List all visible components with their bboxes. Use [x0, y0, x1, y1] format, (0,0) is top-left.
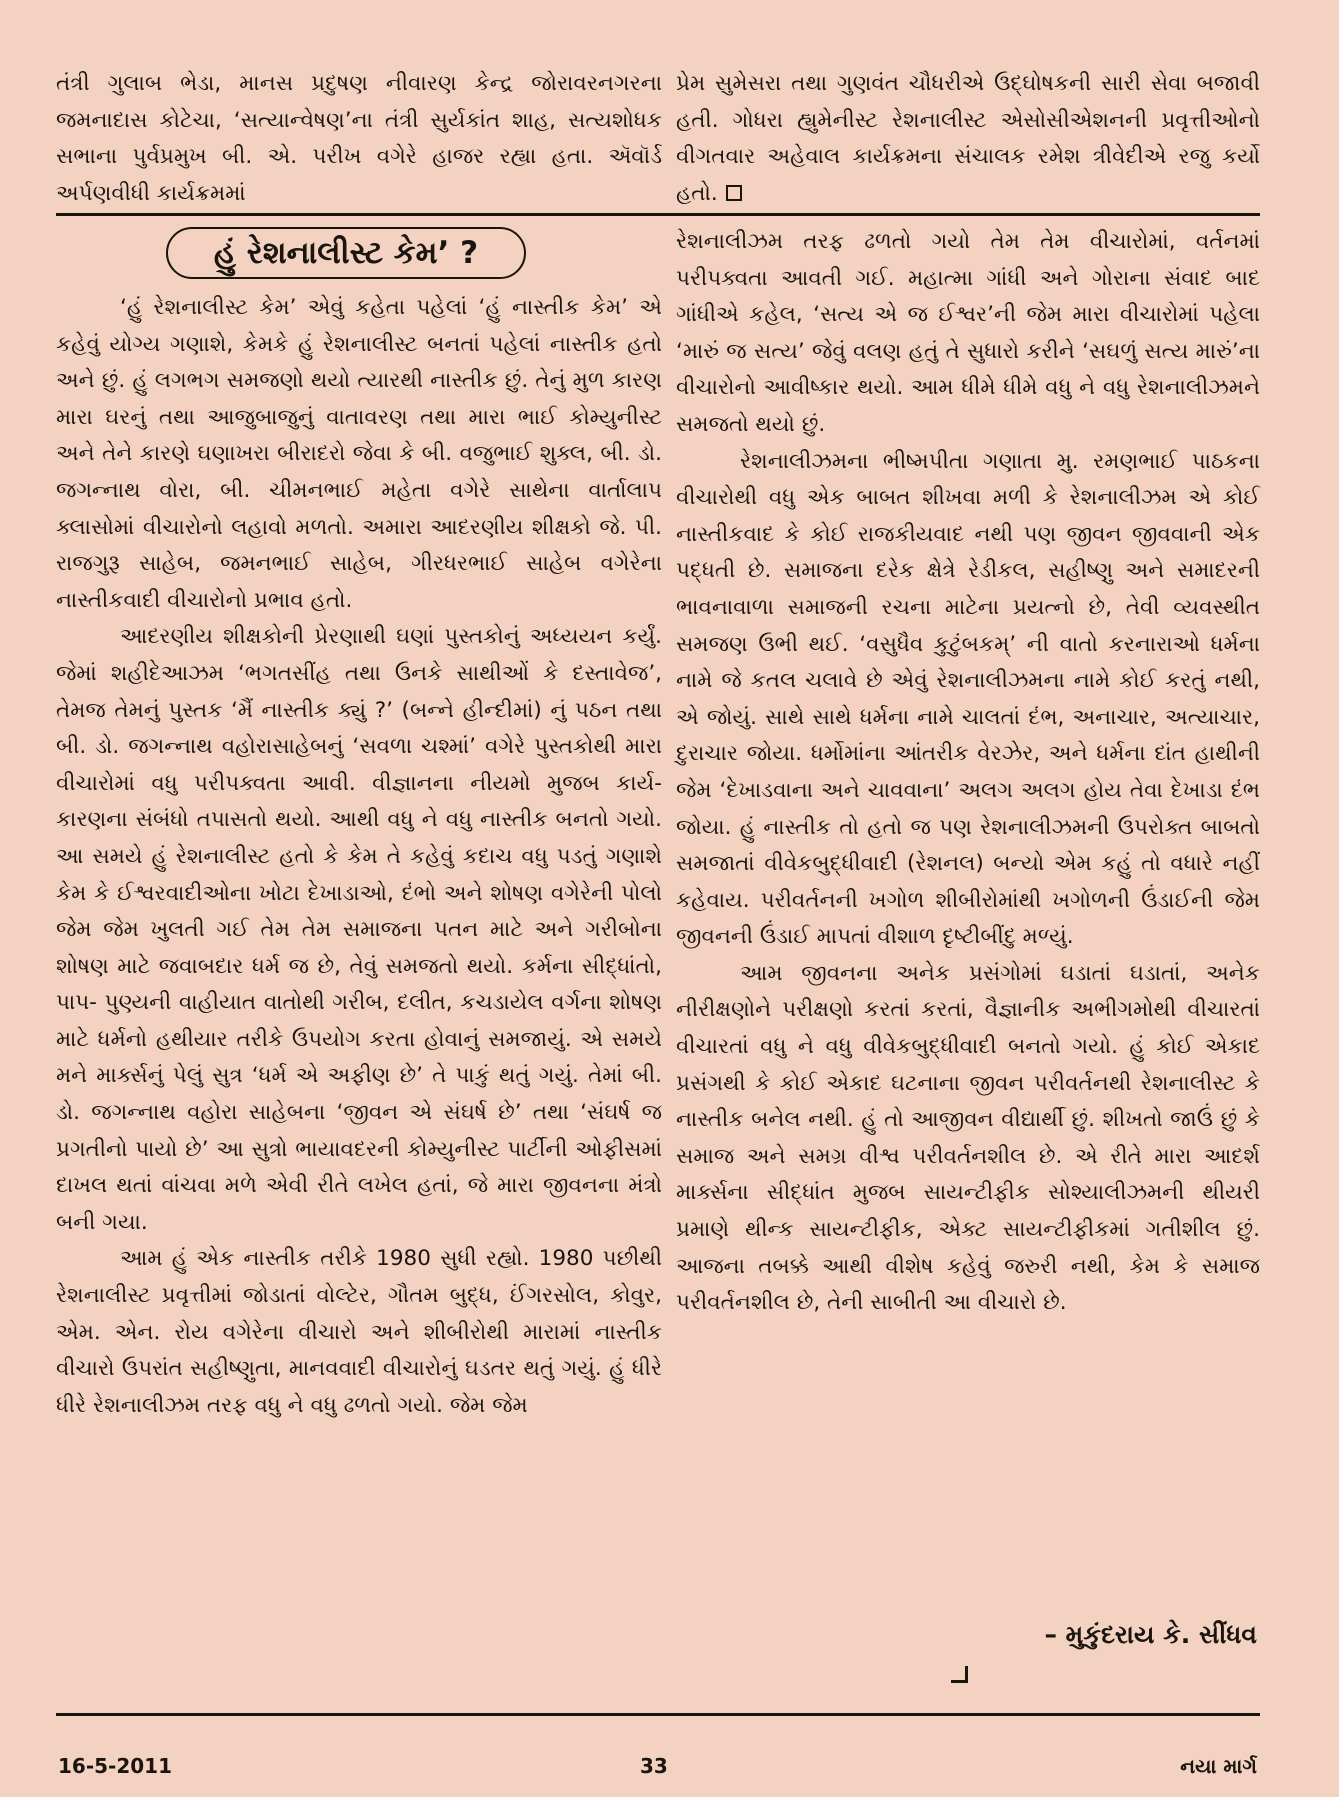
article-left-column — [56, 290, 662, 1424]
previous-article-continuation-left — [56, 66, 662, 212]
end-of-article-mark — [726, 185, 742, 201]
continuation-right-text: પ્રેમ સુમેસરા તથા ગુણવંત ચૌધરીએ ઉદ્‌ઘોષકની સારી સેવા બજાવી હતી. ગોધરા હ્યુમેનીસ્ટ રેશનાલીસ્ટ એસોસીએશનની પ્રવૃત્તીઓનો વીગતવાર અહેવાલ કાર્યક્રમના સંચાલક રમેશ ત્રીવેદીએ રજુ કર્યો હતો. — [676, 71, 1260, 206]
paragraph: ‘હું રેશનાલીસ્ટ કેમ’ એવું કહેતા પહેલાં ‘હું નાસ્તીક કેમ’ એ કહેવું યોગ્ય ગણાશે, કેમકે હું રેશનાલીસ્ટ બનતાં પહેલાં નાસ્તીક હતો અને છું. હું લગભગ સમજણો થયો ત્યારથી નાસ્તીક છું. તેનું મુળ કારણ મારા ઘરનું તથા આજુબાજુનું વાતાવરણ તથા મારા ભાઈ કોમ્યુનીસ્ટ અને તેને કારણે ઘણાખરા બીરાદરો જેવા કે બી. વજુભાઈ શુક્લ, બી. ડો. જગન્નાથ વોરા, બી. ચીમનભાઈ મહેતા વગેરે સાથેના વાર્તાલાપ ક્લાસોમાં વીચારોનો લહાવો મળતો. અમારા આદરણીય શીક્ષકો જે. પી. રાજગુરૂ સાહેબ, જમનભાઈ સાહેબ, ગીરધરભાઈ સાહેબ વગેરેના નાસ્તીકવાદી વીચારોનો પ્રભાવ હતો. — [56, 295, 662, 613]
footer-publication-name: નયા માર્ગ — [1180, 1754, 1257, 1778]
paragraph: આદરણીય શીક્ષકોની પ્રેરણાથી ઘણાં પુસ્તકોનું અધ્યયન કર્યું. જેમાં શહીદેઆઝમ ‘ભગતસીંહ તથા ઉનકે સાથીઓં કે દસ્તાવેજ’, તેમજ તેમનું પુસ્તક ‘મૈં નાસ્તીક ક્યું ?’ (બન્ને હીન્દીમાં) નું પઠન તથા બી. ડો. જગન્નાથ વહોરાસાહેબનું ‘સવળા ચશ્માં’ વગેરે પુસ્તકોથી મારા વીચારોમાં વધુ પરીપક્વતા આવી. વીજ્ઞાનના નીયમો મુજબ કાર્ય-કારણના સંબંધો તપાસતો થયો. આથી વધુ ને વધુ નાસ્તીક બનતો ગયો. આ સમયે હું રેશનાલીસ્ટ હતો કે કેમ તે કહેવું કદાચ વધુ પડતું ગણાશે કેમ કે ઈશ્વરવાદીઓના ખોટા દેખાડાઓ, દંભો અને શોષણ વગેરેની પોલો જેમ જેમ ખુલતી ગઈ તેમ તેમ સમાજના પતન માટે અને ગરીબોના શોષણ માટે જવાબદાર ધર્મ જ છે, તેવું સમજતો થયો. કર્મના સીદ્ધાંતો, પાપ- પુણ્યની વાહીયાત વાતોથી ગરીબ, દલીત, કચડાયેલ વર્ગના શોષણ માટે ધર્મનો હથીયાર તરીકે ઉપયોગ કરતા હોવાનું સમજાયું. એ સમયે મને માર્ક્સનું પેલું સુત્ર ‘ધર્મ એ અફીણ છે’ તે પાકું થતું ગયું. તેમાં બી. ડો. જગન્નાથ વહોરા સાહેબના ‘જીવન એ સંઘર્ષ છે’ તથા ‘સંઘર્ષ જ પ્રગતીનો પાયો છે’ આ સુત્રો ભાયાવદરની કોમ્યુનીસ્ટ પાર્ટીની ઓફીસમાં દાખલ થતાં વાંચવા મળે એવી રીતે લખેલ હતાં, જે મારા જીવનના મંત્રો બની ગયા. — [56, 624, 662, 1235]
footer-page-number: 33 — [640, 1754, 668, 1778]
continuation-left-text: તંત્રી ગુલાબ ભેડા, માનસ પ્રદુષણ નીવારણ કેન્દ્ર જોરાવરનગરના જમનાદાસ કોટેચા, ‘સત્યાન્વેષણ’ના તંત્રી સુર્યકાંત શાહ, સત્યશોધક સભાના પુર્વપ્રમુખ બી. એ. પરીખ વગેરે હાજર રહ્યા હતા. ઍવૉર્ડ અર્પણવીધી કાર્યક્રમમાં — [56, 71, 662, 206]
article-end-mark — [951, 1666, 968, 1683]
footer-date: 16-5-2011 — [58, 1754, 173, 1778]
article-title: હું રેશનાલીસ્ટ કેમ’ ? — [213, 234, 479, 271]
paragraph: રેશનાલીઝમના ભીષ્મપીતા ગણાતા મુ. રમણભાઈ પાઠકના વીચારોથી વધુ એક બાબત શીખવા મળી કે રેશનાલીઝમ એ કોઈ નાસ્તીકવાદ કે કોઈ રાજકીયવાદ નથી પણ જીવન જીવવાની એક પદ્ધતી છે. સમાજના દરેક ક્ષેત્રે રેડીકલ, સહીષ્ણુ અને સમાદરની ભાવનાવાળા સમાજની રચના માટેના પ્રયત્નો છે, તેવી વ્યવસ્થીત સમજણ ઉભી થઈ. ‘વસુધૈવ કુટુંબકમ્’ ની વાતો કરનારાઓ ધર્મના નામે જે કતલ ચલાવે છે એવું રેશનાલીઝમના નામે કોઈ કરતું નથી, એ જોયું. સાથે સાથે ધર્મના નામે ચાલતાં દંભ, અનાચાર, અત્યાચાર, દુરાચાર જોયા. ધર્મોમાંના આંતરીક વેરઝેર, અને ધર્મના દાંત હાથીની જેમ ‘દેખાડવાના અને ચાવવાના’ અલગ અલગ હોય તેવા દેખાડા દંભ જોયા. હું નાસ્તીક તો હતો જ પણ રેશનાલીઝમની ઉપરોક્ત બાબતો સમજાતાં વીવેકબુદ્ધીવાદી (રેશનલ) બન્યો એમ કહું તો વધારે નહીં કહેવાય. પરીવર્તનની ખગોળ શીબીરોમાંથી ખગોળની ઉંડાઈની જેમ જીવનની ઉંડાઈ માપતાં વીશાળ દૃષ્ટીબીંદુ મળ્યું. — [676, 448, 1260, 950]
article-title-box — [166, 227, 526, 279]
article-right-column — [676, 224, 1260, 1322]
previous-article-continuation-right — [676, 66, 1260, 212]
footer-rule — [56, 1713, 1260, 1716]
paragraph: આમ જીવનના અનેક પ્રસંગોમાં ઘડાતાં ઘડાતાં, અનેક નીરીક્ષણોને પરીક્ષણો કરતાં કરતાં, વૈજ્ઞાનીક અભીગમોથી વીચારતાં વીચારતાં વધુ ને વધુ વીવેકબુદ્ધીવાદી બનતો ગયો. હું કોઈ એકાદ પ્રસંગથી કે કોઈ એકાદ ઘટનાના જીવન પરીવર્તનથી રેશનાલીસ્ટ કે નાસ્તીક બનેલ નથી. હું તો આજીવન વીદ્યાર્થી છું. શીખતો જાઉં છું કે સમાજ અને સમગ્ર વીશ્વ પરીવર્તનશીલ છે. એ રીતે મારા આદર્શ માર્ક્સના સીદ્ધાંત મુજબ સાયન્ટીફીક સોશ્યાલીઝમની થીયરી પ્રમાણે થીન્ક સાયન્ટીફીક, એક્ટ સાયન્ટીફીકમાં ગતીશીલ છું. આજના તબક્કે આથી વીશેષ કહેવું જરુરી નથી, કેમ કે સમાજ પરીવર્તનશીલ છે, તેની સાબીતી આ વીચારો છે. — [676, 960, 1260, 1316]
author-signature: – મુકુંદરાય કે. સીંધવ — [1044, 1620, 1257, 1649]
paragraph: આમ હું એક નાસ્તીક તરીકે 1980 સુધી રહ્યો. 1980 પછીથી રેશનાલીસ્ટ પ્રવૃત્તીમાં જોડાતાં વોલ્ટેર, ગૌતમ બુદ્ધ, ઈંગરસોલ, કોવુર, એમ. એન. રોય વગેરેના વીચારો અને શીબીરોથી મારામાં નાસ્તીક વીચારો ઉપરાંત સહીષ્ણુતા, માનવવાદી વીચારોનું ઘડતર થતું ગયું. હું ધીરે ધીરે રેશનાલીઝમ તરફ વધુ ને વધુ ઢળતો ગયો. જેમ જેમ — [56, 1246, 662, 1418]
paragraph: રેશનાલીઝમ તરફ ઢળતો ગયો તેમ તેમ વીચારોમાં, વર્તનમાં પરીપક્વતા આવતી ગઈ. મહાત્મા ગાંધી અને ગોરાના સંવાદ બાદ ગાંધીએ કહેલ, ‘સત્ય એ જ ઈશ્વર’ની જેમ મારા વીચારોમાં પહેલા ‘મારું જ સત્ય’ જેવું વલણ હતું તે સુધારો કરીને ‘સઘળું સત્ય મારું’ના વીચારોનો આવીષ્કાર થયો. આમ ધીમે ધીમે વધુ ને વધુ રેશનાલીઝમને સમજતો થયો છું. — [676, 229, 1260, 437]
section-divider — [56, 213, 1260, 216]
